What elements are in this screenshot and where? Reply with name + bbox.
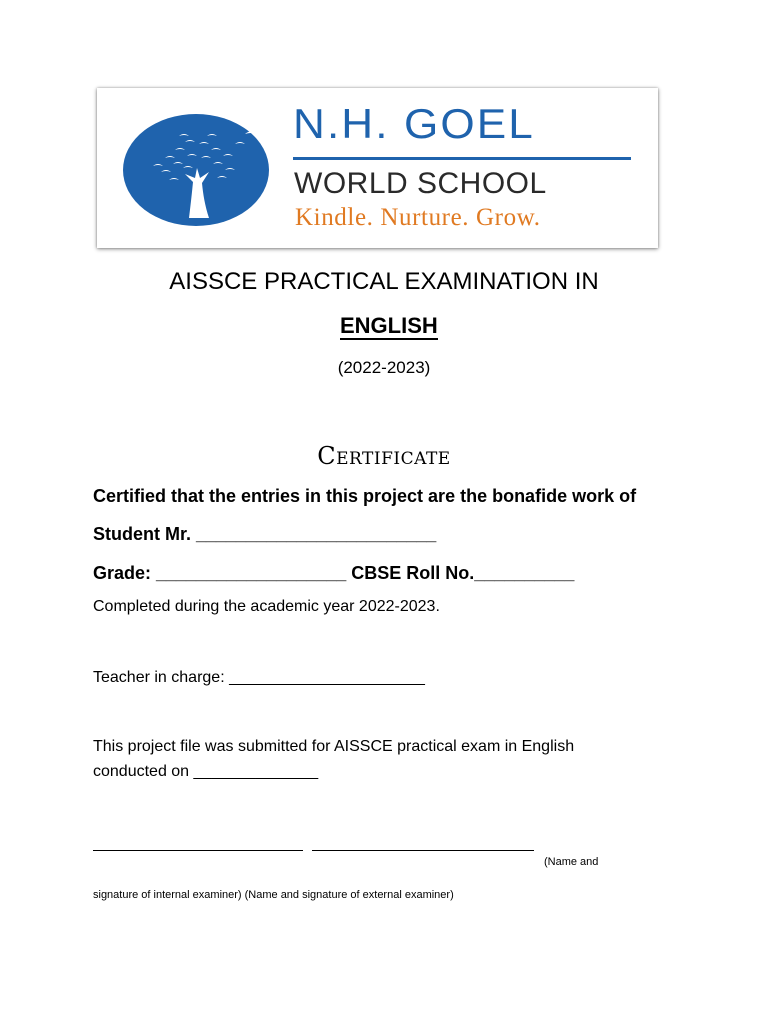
certified-statement: Certified that the entries in this project are the bonafide work of (93, 486, 637, 506)
conducted-on-line: conducted on ______________ (93, 763, 319, 780)
school-motto: Kindle. Nurture. Grow. (295, 204, 541, 231)
student-name-line: Student Mr. ________________________ (93, 524, 437, 544)
session-year: (2022-2023) (337, 358, 431, 377)
certificate-heading: Certificate (317, 442, 451, 470)
external-examiner-signature-line (312, 850, 534, 851)
logo-divider (293, 157, 631, 160)
submission-statement: This project file was submitted for AISSCE practical exam in English (93, 738, 575, 755)
exam-title: AISSCE PRACTICAL EXAMINATION IN (169, 268, 599, 295)
internal-examiner-signature-line (93, 850, 303, 851)
subject-text: ENGLISH (340, 313, 438, 338)
teacher-in-charge-line: Teacher in charge: ______________________ (93, 669, 425, 686)
signature-caption-start: (Name and (544, 856, 599, 868)
school-subtitle: WORLD SCHOOL (294, 167, 547, 200)
grade-roll-line: Grade: ___________________ CBSE Roll No.__________ (93, 563, 575, 583)
subject-title (340, 313, 438, 339)
tree-with-birds-emblem-icon (123, 114, 269, 226)
academic-year-line: Completed during the academic year 2022-2023. (93, 598, 440, 615)
signature-caption: signature of internal examiner) (Name and signature of external examiner) (93, 889, 454, 901)
school-logo-banner (97, 88, 658, 248)
school-name: N.H. GOEL (293, 100, 535, 147)
